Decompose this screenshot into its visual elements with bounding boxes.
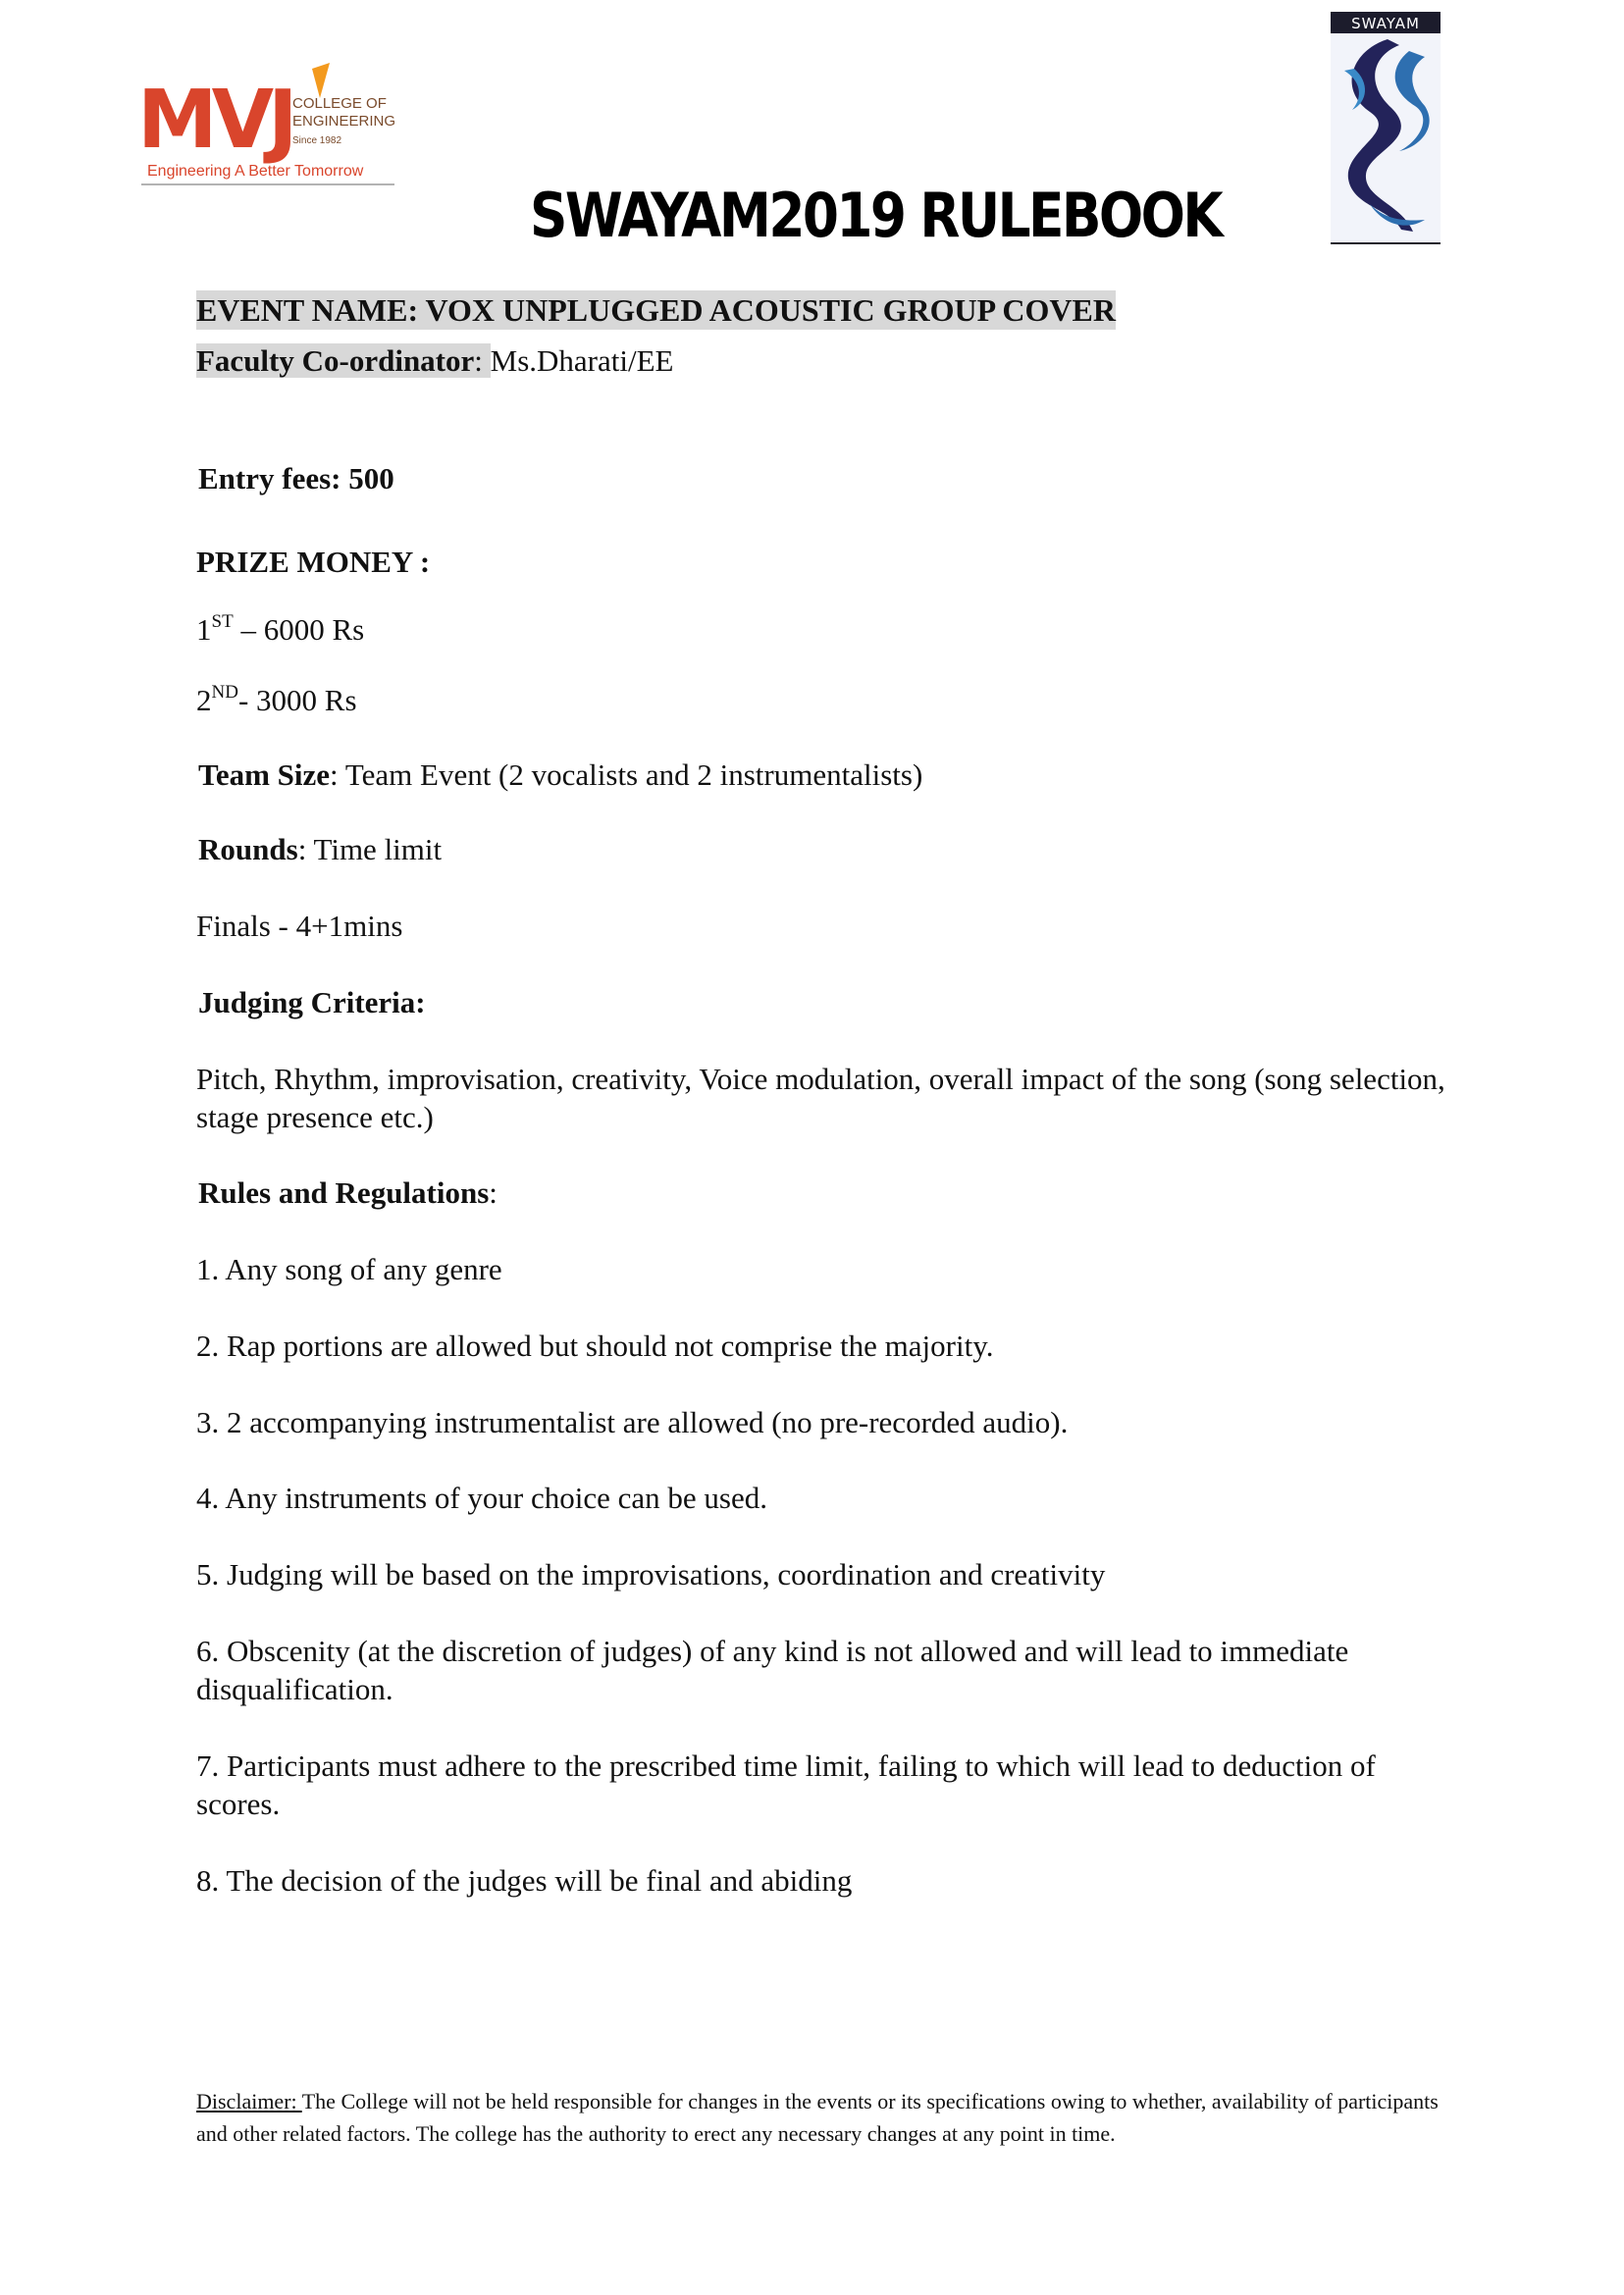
rules-heading [198, 1174, 498, 1213]
prize-heading: PRIZE MONEY : [196, 545, 431, 579]
coordinator-label: Faculty Co-ordinator [196, 343, 475, 378]
finals: Finals - 4+1mins [196, 909, 403, 943]
disclaimer [196, 2085, 1442, 2150]
rules-heading-label: Rules and Regulations [198, 1175, 490, 1210]
judging-heading: Judging Criteria: [198, 985, 426, 1019]
prize-second-text: - 3000 Rs [237, 683, 357, 717]
disclaimer-label: Disclaimer: [196, 2089, 302, 2113]
mvj-wordmark: MVJ [137, 74, 292, 167]
prize-second-num: 2 [196, 683, 212, 717]
rule-item: 2. Rap portions are allowed but should not comprise the majority. [196, 1329, 994, 1363]
rule-item: 7. Participants must adhere to the prescribed time limit, failing to which will lead to deduction of scores. [196, 1748, 1376, 1821]
rule-item: 1. Any song of any genre [196, 1252, 502, 1286]
college-of-text: COLLEGE OF [292, 95, 387, 112]
faculty-coordinator [196, 341, 673, 381]
page-title: SWAYAM2019 RULEBOOK [530, 180, 1222, 251]
team-size-label: Team Size [198, 757, 331, 792]
disclaimer-text: The College will not be held responsible for changes in the events or its specifications owing to whether, availability of participants and other related factors. The college has the authority to erect any necessary changes at any point in time. [196, 2089, 1439, 2146]
rounds [198, 830, 442, 869]
prize-second-sup: ND [211, 682, 238, 703]
coordinator-separator: : [474, 343, 491, 378]
event-name: EVENT NAME: VOX UNPLUGGED ACOUSTIC GROUP COVER [196, 292, 1116, 328]
prize-first-num: 1 [196, 612, 212, 647]
team-size-value: : Team Event (2 vocalists and 2 instrumentalists) [330, 757, 923, 792]
rule-item: 4. Any instruments of your choice can be used. [196, 1481, 767, 1515]
rule-item: 3. 2 accompanying instrumentalist are allowed (no pre-recorded audio). [196, 1405, 1069, 1439]
rounds-value: : Time limit [297, 832, 443, 866]
rules-heading-suffix: : [489, 1175, 498, 1210]
since-text: Since 1982 [292, 135, 342, 146]
rule-item: 6. Obscenity (at the discretion of judges) of any kind is not allowed and will lead to immediate disqualification. [196, 1634, 1349, 1706]
college-logo [137, 61, 402, 190]
team-size [198, 756, 922, 795]
prize-first-sup: ST [211, 611, 234, 632]
entry-fees: Entry fees: 500 [198, 461, 394, 496]
coordinator-value: Ms.Dharati/EE [490, 343, 674, 378]
swayam-logo [1331, 12, 1441, 245]
rule-item: 5. Judging will be based on the improvisations, coordination and creativity [196, 1557, 1106, 1591]
rounds-label: Rounds [198, 832, 298, 866]
judging-criteria: Pitch, Rhythm, improvisation, creativity, Voice modulation, overall impact of the song (song selection, stage presence etc.) [196, 1062, 1445, 1134]
engineering-text: ENGINEERING [292, 113, 396, 130]
prize-first [196, 610, 364, 650]
prize-second [196, 681, 357, 720]
prize-first-text: – 6000 Rs [233, 612, 365, 647]
rule-item: 8. The decision of the judges will be final and abiding [196, 1863, 853, 1898]
tagline-text: Engineering A Better Tomorrow [147, 163, 364, 180]
swayam-wordmark: SWAYAM [1351, 15, 1420, 32]
